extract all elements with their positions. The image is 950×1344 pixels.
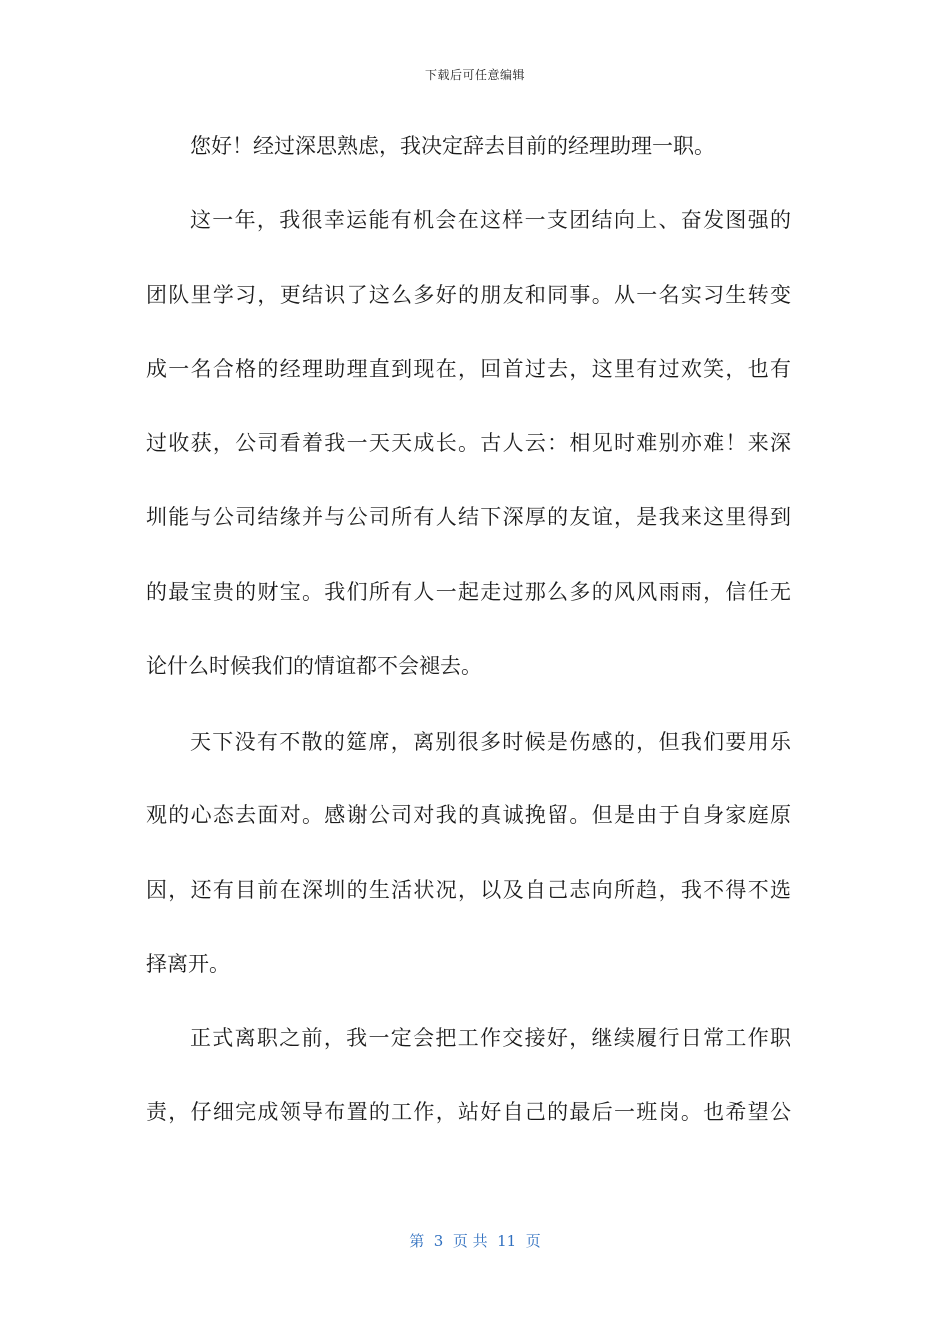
paragraph-line: 天下没有不散的筵席，离别很多时候是伤感的，但我们要用乐 (190, 730, 791, 754)
paragraph-line: 论什么时候我们的情谊都不会褪去。 (146, 654, 482, 678)
paragraph-line: 这一年，我很幸运能有机会在这样一支团结向上、奋发图强的 (190, 208, 791, 232)
paragraph-line: 正式离职之前，我一定会把工作交接好，继续履行日常工作职 (190, 1026, 791, 1050)
paragraph-line: 的最宝贵的财宝。我们所有人一起走过那么多的风风雨雨，信任无 (146, 580, 791, 604)
paragraph-line: 择离开。 (146, 952, 230, 976)
paragraph-line: 成一名合格的经理助理直到现在，回首过去，这里有过欢笑，也有 (146, 357, 791, 381)
paragraph-line: 圳能与公司结缘并与公司所有人结下深厚的友谊，是我来这里得到 (146, 505, 791, 529)
paragraph-line: 过收获，公司看着我一天天成长。古人云：相见时难别亦难！来深 (146, 431, 791, 455)
page-number: 第 3 页 共 11 页 (409, 1232, 541, 1250)
paragraph-line: 观的心态去面对。感谢公司对我的真诚挽留。但是由于自身家庭原 (146, 803, 791, 827)
paragraph-line: 团队里学习，更结识了这么多好的朋友和同事。从一名实习生转变 (146, 283, 791, 307)
paragraph-line: 责，仔细完成领导布置的工作，站好自己的最后一班岗。也希望公 (146, 1100, 791, 1124)
header-note: 下载后可任意编辑 (424, 68, 525, 82)
paragraph-line: 因，还有目前在深圳的生活状况，以及自己志向所趋，我不得不选 (146, 878, 791, 902)
paragraph-line: 您好！经过深思熟虑，我决定辞去目前的经理助理一职。 (190, 134, 715, 158)
